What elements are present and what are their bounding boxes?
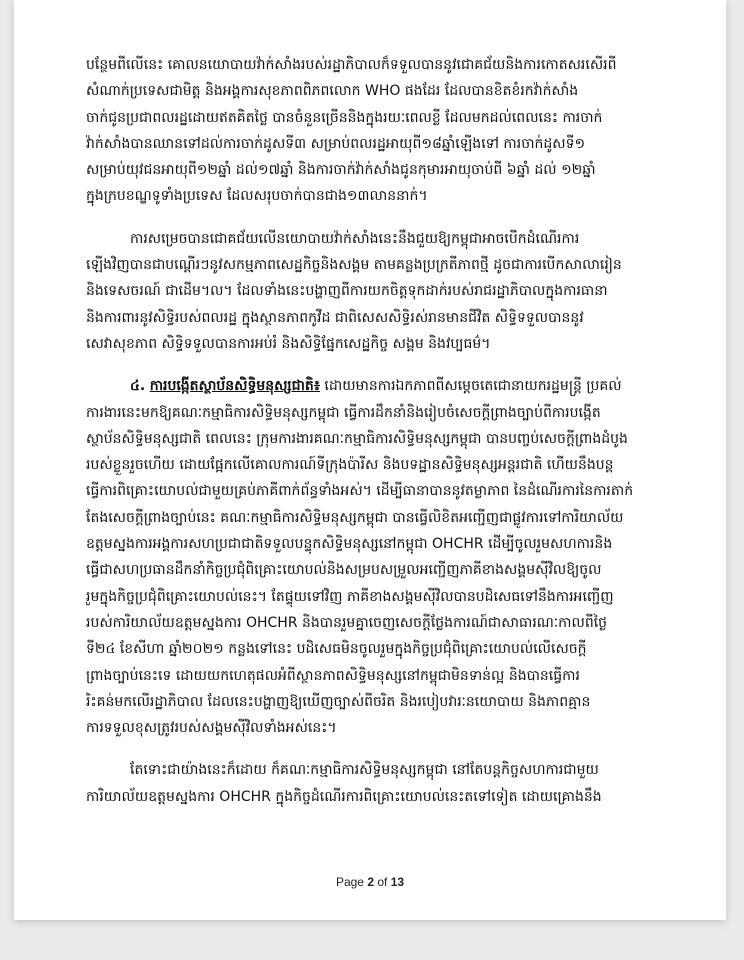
section-heading: ការបង្កើតស្ថាប័នសិទ្ធិមនុស្សជាតិ៖ — [149, 378, 320, 395]
text-fragment: ដោយមានការឯកភាពពីសម្តេចតេជោនាយករដ្ឋមន្ត្រី ប្រគល់ — [319, 378, 622, 395]
text-line: សំណាក់ប្រទេសជាមិត្ត និងអង្គការសុខភាពពិភពលោក WHO ផងដែរ ដែលបានខិតខំរកវ៉ាក់សាំង — [86, 83, 579, 100]
text-line: ឧត្តមស្នងការអង្គការសហប្រជាជាតិទទួលបន្ទុកសិទ្ធិមនុស្សនៅកម្ពុជា OHCHR ដើម្បីចូលរួមសហការនិង — [86, 536, 613, 553]
text-line: តែងសេចក្តីព្រាងច្បាប់នេះ គណៈកម្មាធិការសិទ្ធិមនុស្សកម្ពុជា បានធ្វើលិខិតអញ្ជើញជាផ្លូវការទៅការិយាល័យ — [86, 509, 624, 526]
page-total: 13 — [390, 875, 405, 889]
text-line: បន្ថែមពីលើនេះ គោលនយោបាយវ៉ាក់សាំងរបស់រដ្ឋាភិបាលក៏ទទួលបាននូវជោគជ័យនិងការកោតសរសើរពី — [86, 57, 617, 73]
text-line: វ៉ាក់សាំងបានឈានទៅដល់ការចាក់ដូសទី៣ សម្រាប់ពលរដ្ឋអាយុពី១៨ឆ្នាំឡើងទៅ ការចាក់ដូសទី១ — [86, 135, 586, 152]
document-body — [86, 52, 674, 826]
text-line: ការសម្រេចបានជោគជ័យលើនយោបាយវ៉ាក់សាំងនេះនឹងជួយឱ្យកម្ពុជាអាចបើកដំណើរការ — [130, 230, 580, 247]
paragraph-vaccine-policy — [86, 52, 674, 210]
paragraph-reopening — [86, 226, 674, 357]
text-line: ការទទួលខុសត្រូវរបស់សង្គមស៊ីវិលទាំងអស់នេះ។ — [86, 720, 337, 737]
paragraph-human-rights-institution — [86, 373, 674, 741]
paragraph-continued-cooperation — [86, 757, 674, 810]
text-line: និងទេសចរណ៍ ជាដើម។ល។ ដែលទាំងនេះបង្ហាញពីការយកចិត្តទុកដាក់របស់រាជរដ្ឋាភិបាលក្នុងការធានា — [86, 283, 608, 300]
text-line: រួមក្នុងកិច្ចប្រជុំពិគ្រោះយោបល់នេះ។ តែផ្ទុយទៅវិញ ភាគីខាងសង្គមស៊ីវិលបានបដិសេធទៅនឹងការអញ្ជើញ — [86, 588, 614, 605]
document-page — [14, 0, 726, 920]
page-current: 2 — [367, 875, 374, 889]
text-line: ស្ថាប័នសិទ្ធិមនុស្សជាតិ ពេលនេះ ក្រុមការងារគណៈកម្មាធិការសិទ្ធិមនុស្សកម្ពុជា បានបញ្ចប់សេចក្តីព្រាងដំបូង — [86, 430, 628, 447]
text-line: របស់ខ្លួនរួចហើយ ដោយផ្អែកលើគោលការណ៍ទីក្រុងប៉ារីស និងបទដ្ឋានសិទ្ធិមនុស្សអន្តរជាតិ ហើយនឹងបន្ត — [86, 457, 614, 474]
text-line: សម្រាប់យុវជនអាយុពី១២ឆ្នាំ ដល់១៧ឆ្នាំ និងការចាក់វ៉ាក់សាំងជូនកុមារអាយុចាប់ពី ៦ឆ្នាំ ដល់ ១២ឆ្នាំ — [86, 162, 596, 179]
text-line: ធ្វើជាសហប្រធានដឹកនាំកិច្ចប្រជុំពិគ្រោះយោបល់និងសម្របសម្រួលអញ្ជើញភាគីខាងសង្គមស៊ីវិលឱ្យចូល — [86, 562, 602, 579]
text-line: ធ្វើការពិគ្រោះយោបល់ជាមួយគ្រប់ភាគីពាក់ព័ន្ធទាំងអស់។ ដើម្បីធានាបាននូវតម្លាភាព នៃដំណើរការនៃការតាក់ — [86, 483, 634, 500]
text-line: និងការពារនូវសិទ្ធិរបស់ពលរដ្ឋ ក្នុងស្ថានភាពកូវីដ ជាពិសេសសិទ្ធិរស់រានមានជីវិត សិទ្ធិទទួលបាននូវ — [86, 309, 584, 326]
text-line: តែទោះជាយ៉ាងនេះក៏ដោយ ក៏គណៈកម្មាធិការសិទ្ធិមនុស្សកម្ពុជា នៅតែបន្តកិច្ចសហការជាមួយ — [130, 762, 599, 779]
section-heading-line — [86, 373, 674, 399]
section-number: ៤. — [130, 378, 146, 395]
text-line: របស់ការិយាល័យឧត្តមស្នងការ OHCHR និងបានរួមគ្នាចេញសេចក្តីថ្លែងការណ៍ជាសាធារណៈកាលពីថ្ងៃ — [86, 614, 608, 631]
page-of-word: of — [377, 875, 388, 889]
text-line: ការងារនេះមកឱ្យគណៈកម្មាធិការសិទ្ធិមនុស្សកម្ពុជា ធ្វើការដឹកនាំនិងរៀបចំសេចក្តីព្រាងច្បាប់ពីការបង្កើត — [86, 404, 601, 421]
text-line: ការិយាល័យឧត្តមស្នងការ OHCHR ក្នុងកិច្ចដំណើរការពិគ្រោះយោបល់នេះតទៅទៀត ដោយគ្រោងនឹង — [86, 788, 602, 805]
text-line: ក្នុងក្របខណ្ឌទូទាំងប្រទេស ដែលសរុបចាក់បានជាង១៣លាននាក់។ — [86, 188, 428, 205]
page-number-footer — [14, 875, 726, 889]
text-line: ទី២៤ ខែសីហា ឆ្នាំ២០២១ កន្លងទៅនេះ បដិសេធមិនចូលរួមក្នុងកិច្ចប្រជុំពិគ្រោះយោបល់លើសេចក្តី — [86, 641, 587, 658]
text-line: ឡើងវិញបានជាបណ្តើរៗនូវសកម្មភាពសេដ្ឋកិច្ចនិងសង្គម តាមគន្លងប្រក្រតីភាពថ្មី ដូចជាការបើកសាលារៀន — [86, 257, 622, 274]
text-line: ព្រាងច្បាប់នេះទេ ដោយយកហេតុផលអំពីស្ថានភាពសិទ្ធិមនុស្សនៅកម្ពុជាមិនទាន់ល្អ និងបានធ្វើការ — [86, 667, 580, 684]
text-line: សេវាសុខភាព សិទ្ធិទទួលបានការអប់រំ និងសិទ្ធិផ្នែកសេដ្ឋកិច្ច សង្គម និងវប្បធម៌។ — [86, 335, 491, 352]
text-line: ចាក់ជូនប្រជាពលរដ្ឋដោយឥតគិតថ្លៃ បានចំនួនច្រើននិងក្នុងរយៈពេលខ្លី ដែលមកដល់ពេលនេះ ការចាក់ — [86, 109, 603, 126]
text-line: រិះគន់មកលើរដ្ឋាភិបាល ដែលនេះបង្ហាញឱ្យឃើញច្បាស់ពីចរិត និងរបៀបវារៈនយោបាយ និងភាពគ្មាន — [86, 693, 591, 710]
page-word: Page — [335, 875, 364, 889]
